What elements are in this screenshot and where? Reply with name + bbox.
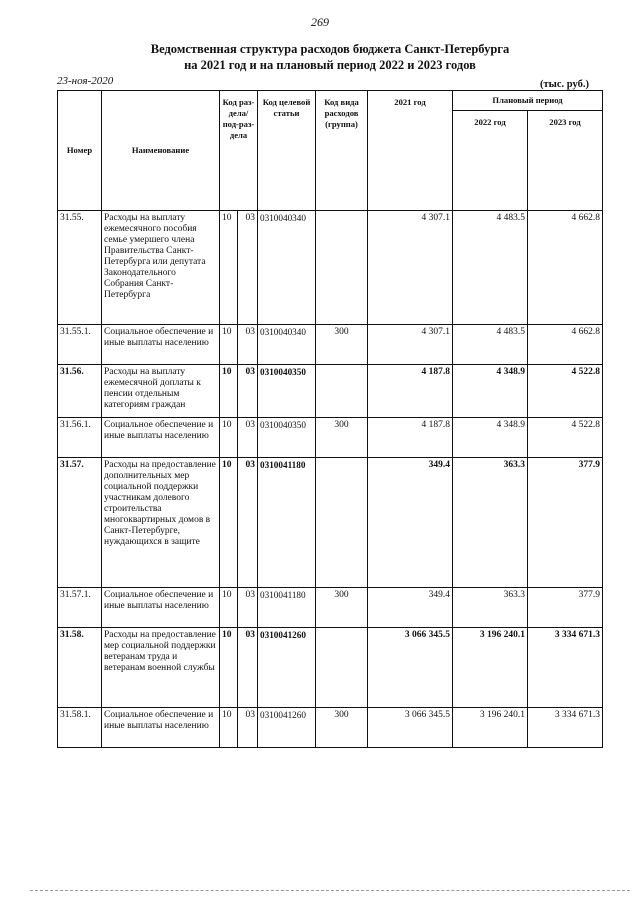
cell-name: Расходы на предоставление мер социальной поддержки ветеранам труда и ветеранам военной службы [102,628,220,708]
cell-kvr [316,211,368,325]
cell-razdel: 10 [220,458,238,588]
header-2023: 2023 год [528,111,603,211]
cell-2023: 377.9 [528,588,603,628]
cell-csr: 0310040350 [258,365,316,418]
cell-2022: 3 196 240.1 [453,628,528,708]
cell-podrazdel: 03 [238,325,258,365]
table-row [58,708,603,748]
cell-2021: 349.4 [368,458,453,588]
cell-number: 31.57. [58,458,102,588]
table-row [58,458,603,588]
units-label: (тыс. руб.) [540,79,589,90]
cell-kvr [316,628,368,708]
cell-razdel: 10 [220,365,238,418]
cell-csr: 0310041260 [258,708,316,748]
cell-name: Социальное обеспечение и иные выплаты населению [102,418,220,458]
cell-name: Социальное обеспечение и иные выплаты населению [102,708,220,748]
report-date: 23-ноя-2020 [57,75,114,87]
cell-2022: 363.3 [453,458,528,588]
cell-podrazdel: 03 [238,628,258,708]
cell-2021: 349.4 [368,588,453,628]
cell-razdel: 10 [220,211,238,325]
cell-number: 31.58. [58,628,102,708]
document-title [40,41,620,73]
budget-table [57,90,603,748]
cell-2023: 4 522.8 [528,418,603,458]
cell-podrazdel: 03 [238,588,258,628]
cell-2021: 3 066 345.5 [368,628,453,708]
cell-2022: 4 483.5 [453,211,528,325]
cell-2021: 4 307.1 [368,325,453,365]
footer-divider [30,890,630,891]
title-line-1: Ведомственная структура расходов бюджета Санкт-Петербурга [150,42,510,56]
cell-kvr: 300 [316,325,368,365]
cell-2023: 4 662.8 [528,211,603,325]
cell-csr: 0310041180 [258,588,316,628]
cell-2023: 4 662.8 [528,325,603,365]
table-header [58,91,603,211]
cell-2022: 4 483.5 [453,325,528,365]
cell-kvr: 300 [316,588,368,628]
cell-razdel: 10 [220,418,238,458]
cell-2023: 4 522.8 [528,365,603,418]
header-kvr: Код вида расходов (группа) [316,91,368,211]
cell-2021: 4 187.8 [368,418,453,458]
cell-number: 31.56. [58,365,102,418]
cell-2021: 3 066 345.5 [368,708,453,748]
cell-csr: 0310040350 [258,418,316,458]
cell-number: 31.55.1. [58,325,102,365]
header-2022: 2022 год [453,111,528,211]
header-nomer: Номер [58,91,102,211]
header-plan-period: Плановый период [453,91,603,111]
title-line-2: на 2021 год и на плановый период 2022 и 2023 годов [184,58,476,72]
cell-number: 31.57.1. [58,588,102,628]
cell-podrazdel: 03 [238,211,258,325]
cell-podrazdel: 03 [238,418,258,458]
cell-2023: 3 334 671.3 [528,628,603,708]
table-row [58,211,603,325]
cell-number: 31.56.1. [58,418,102,458]
cell-name: Расходы на предоставление дополнительных мер социальной поддержки участникам долевого строительства многоквартирных домов в Санкт-Петербурге, нуждающихся в защите [102,458,220,588]
cell-number: 31.55. [58,211,102,325]
cell-podrazdel: 03 [238,458,258,588]
cell-2023: 3 334 671.3 [528,708,603,748]
cell-podrazdel: 03 [238,708,258,748]
cell-razdel: 10 [220,325,238,365]
cell-razdel: 10 [220,588,238,628]
cell-number: 31.58.1. [58,708,102,748]
table-row [58,418,603,458]
header-2021: 2021 год [368,91,453,211]
cell-name: Расходы на выплату ежемесячного пособия семье умершего члена Правительства Санкт-Петербурга или депутата Законодательного Собрания Санкт-Петербурга [102,211,220,325]
header-name: Наименование [102,91,220,211]
cell-name: Социальное обеспечение и иные выплаты населению [102,325,220,365]
table-row [58,325,603,365]
cell-kvr: 300 [316,418,368,458]
cell-2022: 4 348.9 [453,365,528,418]
cell-csr: 0310040340 [258,325,316,365]
page-number: 269 [311,15,329,29]
header-razdel: Код раз-дела/ под-раз-дела [220,91,258,211]
cell-razdel: 10 [220,628,238,708]
cell-razdel: 10 [220,708,238,748]
table-row [58,365,603,418]
cell-csr: 0310041260 [258,628,316,708]
cell-kvr: 300 [316,708,368,748]
cell-2022: 3 196 240.1 [453,708,528,748]
cell-2022: 363.3 [453,588,528,628]
cell-podrazdel: 03 [238,365,258,418]
table-row [58,628,603,708]
cell-2022: 4 348.9 [453,418,528,458]
cell-2021: 4 307.1 [368,211,453,325]
table-row [58,588,603,628]
cell-kvr [316,458,368,588]
cell-2023: 377.9 [528,458,603,588]
table-body [58,211,603,748]
cell-csr: 0310041180 [258,458,316,588]
cell-kvr [316,365,368,418]
header-csr: Код целевой статьи [258,91,316,211]
cell-name: Социальное обеспечение и иные выплаты населению [102,588,220,628]
cell-csr: 0310040340 [258,211,316,325]
cell-name: Расходы на выплату ежемесячной доплаты к пенсии отдельным категориям граждан [102,365,220,418]
cell-2021: 4 187.8 [368,365,453,418]
